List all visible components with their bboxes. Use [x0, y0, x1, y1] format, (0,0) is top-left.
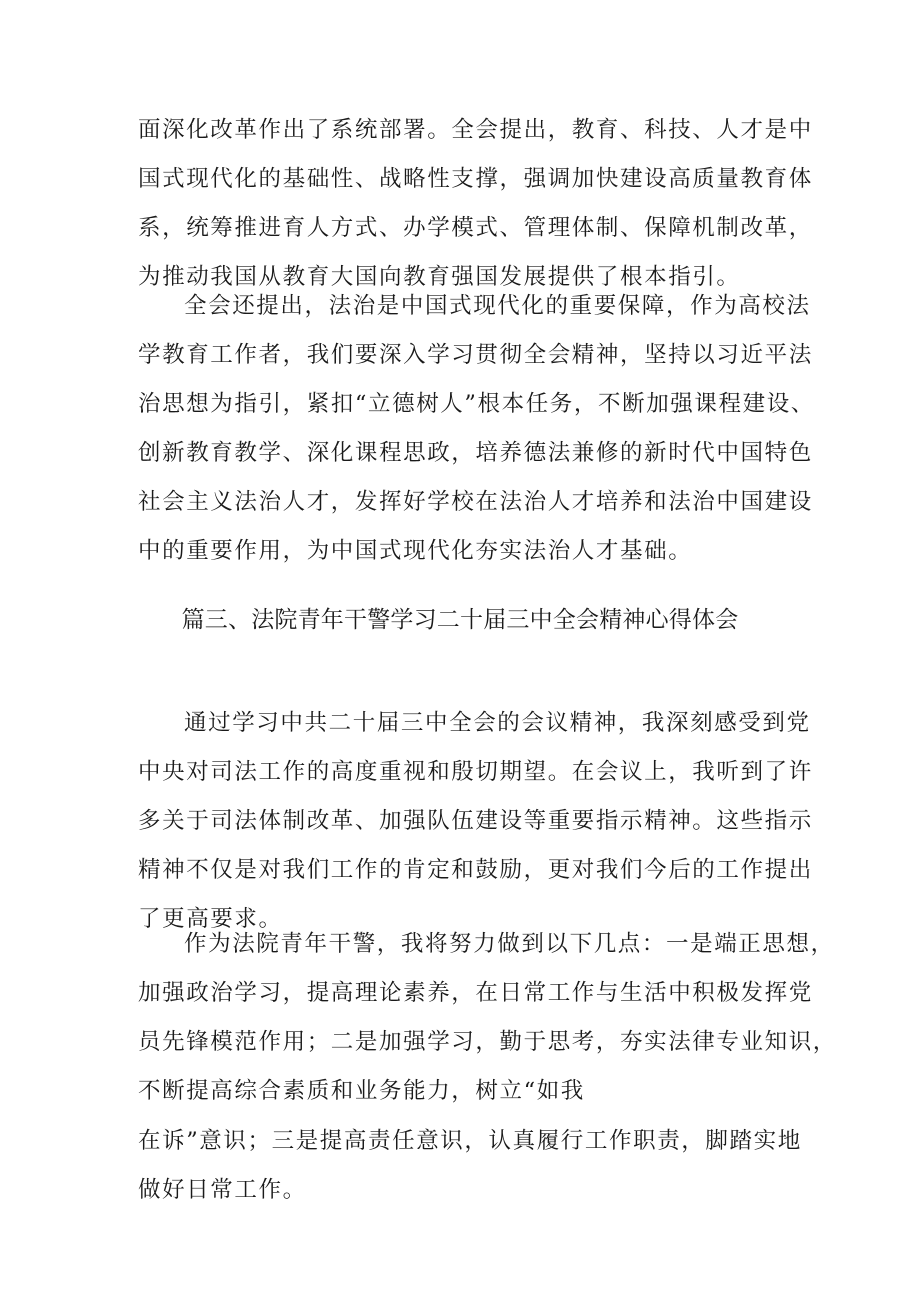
text-line: 不断提高综合素质和业务能力，树立“如我: [138, 1078, 585, 1104]
text-line: 多关于司法体制改革、加强队伍建设等重要指示精神。这些指示: [138, 808, 813, 834]
text-line: 通过学习中共二十届三中全会的会议精神，我深刻感受到党: [184, 710, 811, 736]
text-line: 了更高要求。: [138, 906, 283, 932]
section-title: 篇三、法院青年干警学习二十届三中全会精神心得体会: [181, 607, 739, 633]
text-line: 系，统筹推进育人方式、办学模式、管理体制、保障机制改革，: [138, 215, 813, 241]
paragraph-court-study: [138, 699, 813, 944]
text-line: 创新教育教学、深化课程思政，培养德法兼修的新时代中国特色: [138, 440, 813, 466]
text-line: 在诉”意识；三是提高责任意识，认真履行工作职责，脚踏实地: [138, 1128, 802, 1154]
text-line: 中央对司法工作的高度重视和殷切期望。在会议上，我听到了许: [138, 759, 813, 785]
paragraph-education-reform: [138, 106, 813, 302]
text-line: 为推动我国从教育大国向教育强国发展提供了根本指引。: [138, 264, 741, 290]
paragraph-rule-of-law: [138, 282, 815, 576]
text-line: 面深化改革作出了系统部署。全会提出，教育、科技、人才是中: [138, 117, 813, 143]
text-line: 全会还提出，法治是中国式现代化的重要保障，作为高校法: [184, 293, 811, 319]
text-line: 精神不仅是对我们工作的肯定和鼓励，更对我们今后的工作提出: [138, 857, 813, 883]
text-line: 治思想为指引，紧扣“立德树人”根本任务，不断加强课程建设、: [138, 391, 815, 417]
text-line: 学教育工作者，我们要深入学习贯彻全会精神，坚持以习近平法: [138, 342, 813, 368]
text-line: 做好日常工作。: [138, 1177, 307, 1203]
text-line: 员先锋模范作用；二是加强学习，勤于思考，夯实法律专业知识，: [138, 1029, 837, 1055]
paragraph-commitments: [138, 920, 837, 1116]
text-line: 中的重要作用，为中国式现代化夯实法治人才基础。: [138, 538, 693, 564]
text-line: 社会主义法治人才，发挥好学校在法治人才培养和法治中国建设: [138, 489, 813, 515]
text-line: 加强政治学习，提高理论素养，在日常工作与生活中积极发挥党: [138, 980, 813, 1006]
paragraph-commitments-continued: [138, 1117, 802, 1215]
text-line: 作为法院青年干警，我将努力做到以下几点：一是端正思想，: [184, 931, 835, 957]
text-line: 国式现代化的基础性、战略性支撑，强调加快建设高质量教育体: [138, 166, 813, 192]
